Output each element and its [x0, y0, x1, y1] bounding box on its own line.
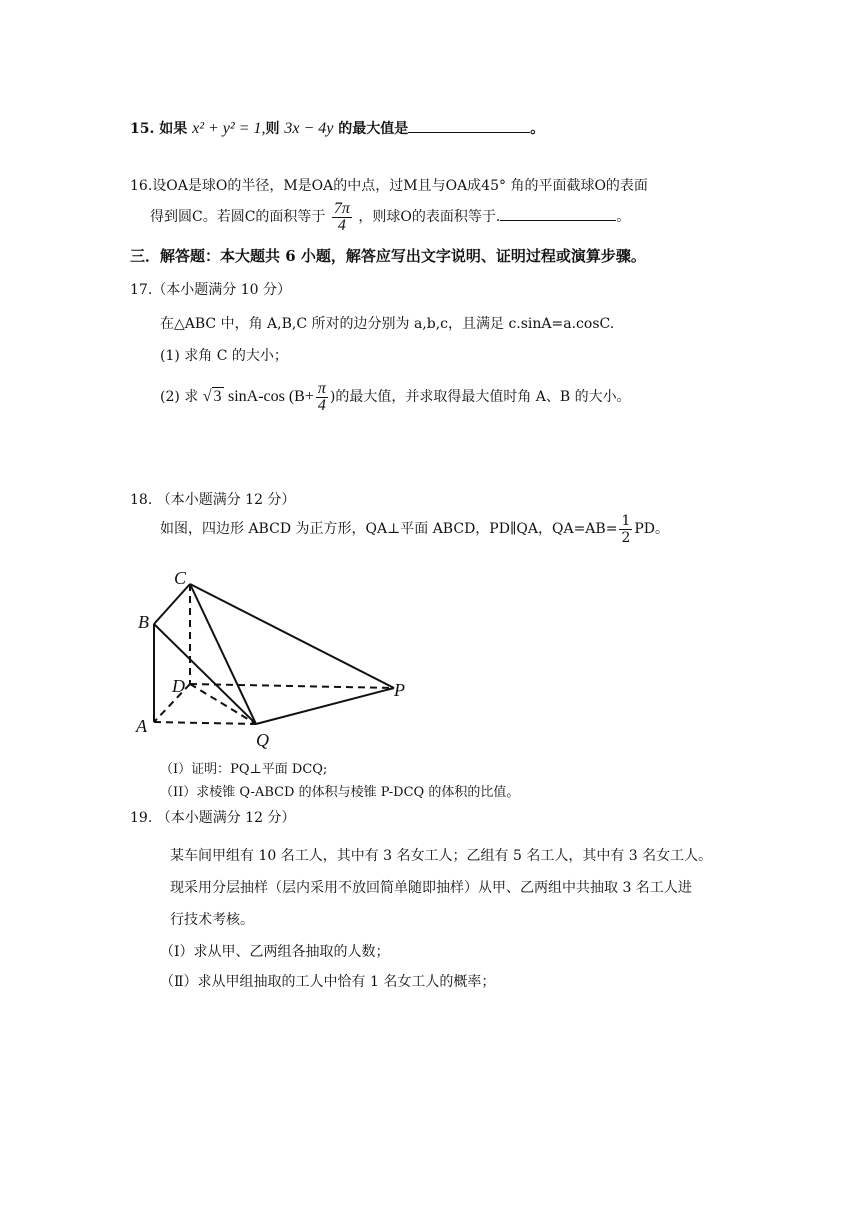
q16-line2	[150, 200, 630, 234]
q15-number: 15.	[130, 121, 155, 137]
q18-frac-num: 1	[621, 512, 631, 529]
label-D: D	[172, 676, 185, 696]
q16-fraction	[332, 201, 352, 234]
q16-answer-blank	[500, 206, 616, 221]
q15-line	[130, 118, 544, 139]
q15-expr: x² + y² = 1,	[192, 120, 266, 137]
q17-sqrt-radicand: 3	[213, 388, 222, 405]
q15-expr2: 3x − 4y	[284, 120, 334, 137]
q17-part2-post: )的最大值，并求取得最大值时角 A、B 的大小。	[329, 389, 631, 405]
edge-QP	[256, 688, 394, 724]
q15-mid: 则	[265, 121, 280, 137]
q16-text2-post: ，则球O的表面积等于.	[358, 209, 501, 225]
q18-fraction	[619, 513, 632, 546]
q16-text2-pre: 得到圆C。若圆C的面积等于	[150, 209, 326, 225]
q18-heading: 18. （本小题满分 12 分）	[130, 492, 296, 508]
q17-stem: 在△ABC 中，角 A,B,C 所对的边分别为 a,b,c，且满足 c.sinA=a.cosC.	[160, 316, 615, 332]
q17-part2-mid: sinA-cos (B+	[227, 388, 314, 405]
q15-post: 的最大值是	[338, 121, 409, 137]
q17-part2	[160, 380, 631, 414]
edge-DP	[190, 684, 394, 688]
q15-pre: 如果	[159, 121, 188, 137]
q18-part2: （II）求棱锥 Q-ABCD 的体积与棱锥 P-DCQ 的体积的比值。	[160, 785, 520, 800]
q16-frac-den: 4	[337, 216, 346, 234]
q18-figure	[130, 562, 420, 752]
q19-heading: 19. （本小题满分 12 分）	[130, 810, 296, 826]
q19-line3: 行技术考核。	[170, 912, 254, 928]
label-A: A	[136, 716, 147, 736]
q18-frac-den: 2	[621, 529, 631, 546]
q17-frac-num: π	[317, 379, 326, 397]
q17-frac-den: 4	[317, 396, 326, 414]
q16-line1	[130, 176, 648, 196]
q18-stem-post: PD。	[634, 521, 670, 537]
q17-heading: 17.（本小题满分 10 分）	[130, 282, 291, 298]
q18-stem	[160, 512, 669, 546]
q17-sqrt: √ 3	[202, 388, 222, 405]
q18-stem-pre: 如图，四边形 ABCD 为正方形，QA⊥平面 ABCD，PD∥QA，QA=AB=	[160, 521, 618, 537]
q16-text1: 设OA是球O的半径，M是OA的中点，过M且与OA成45° 角的平面截球O的表面	[152, 178, 648, 194]
q15-end: 。	[530, 121, 545, 137]
q18-part1: （I）证明：PQ⊥平面 DCQ;	[160, 762, 328, 777]
q16-end: 。	[616, 209, 631, 225]
edge-CP	[190, 584, 394, 688]
q19-line1: 某车间甲组有 10 名工人，其中有 3 名女工人；乙组有 5 名工人，其中有 3 名女工人。	[170, 848, 713, 864]
edge-BQ	[154, 624, 256, 724]
label-B: B	[138, 612, 149, 632]
label-P: P	[394, 680, 405, 700]
q19-part1: （Ⅰ）求从甲、乙两组各抽取的人数；	[160, 944, 390, 960]
edge-BC	[154, 584, 190, 624]
section3-heading: 三．解答题：本大题共 6 小题，解答应写出文字说明、证明过程或演算步骤。	[130, 247, 646, 265]
q17-part2-pre: (2) 求	[160, 389, 199, 405]
q16-number: 16.	[130, 178, 153, 194]
q15-answer-blank	[408, 118, 530, 133]
q17-fraction	[316, 381, 328, 414]
q19-part2: （Ⅱ）求从甲组抽取的工人中恰有 1 名女工人的概率；	[160, 974, 496, 990]
q17-part1: (1) 求角 C 的大小；	[160, 348, 288, 364]
q16-frac-num: 7π	[333, 199, 350, 217]
q19-line2: 现采用分层抽样（层内采用不放回简单随即抽样）从甲、乙两组中共抽取 3 名工人进	[170, 880, 692, 896]
label-C: C	[174, 568, 187, 588]
label-Q: Q	[256, 730, 269, 750]
edge-AQ	[154, 722, 256, 724]
